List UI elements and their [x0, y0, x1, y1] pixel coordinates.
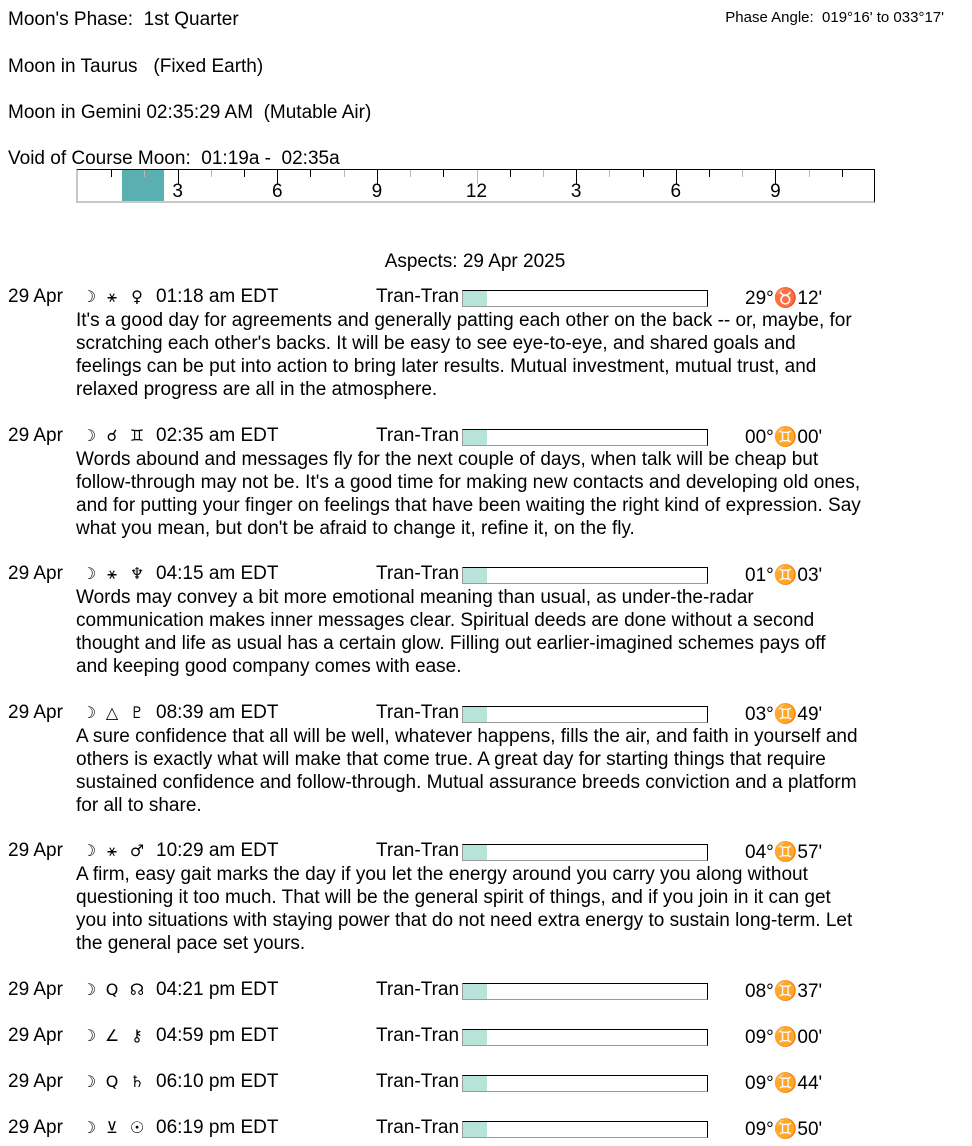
- strength-bar: [462, 706, 708, 723]
- aspect-time: 01:18 am EDT: [156, 286, 279, 307]
- strength-bar-fill: [463, 1030, 487, 1045]
- planet-glyph-icon: ☊: [129, 979, 145, 999]
- strength-bar-fill: [463, 845, 487, 860]
- aspect-position: 00°♊00': [745, 426, 823, 448]
- aspect-date: 29 Apr: [8, 424, 63, 446]
- aspect-position: 04°♊57': [745, 842, 823, 863]
- planet-glyph-icon: ⚷: [131, 1025, 143, 1045]
- moon-glyph-icon: ☽: [81, 1025, 97, 1045]
- moon-glyph-icon: ☽: [81, 1117, 97, 1137]
- aspect-description: [76, 863, 956, 955]
- aspect-description: [76, 309, 956, 401]
- strength-bar: [462, 1121, 708, 1138]
- aspect-date: 29 Apr: [8, 840, 63, 861]
- timeline-hour-label: 3: [172, 181, 183, 202]
- aspect-position: 09°♊44': [745, 1072, 823, 1094]
- strength-bar: [462, 290, 708, 307]
- aspect-header: [8, 286, 459, 308]
- strength-bar-fill: [463, 707, 487, 722]
- aspect-description: [76, 725, 956, 817]
- aspect-header: [8, 563, 459, 585]
- timeline-tick: [643, 170, 644, 177]
- aspect-time: 04:59 pm EDT: [156, 1024, 279, 1046]
- description-line: A firm, easy gait marks the day if you let the energy around you carry you along without: [76, 864, 808, 885]
- aspect-header: [8, 425, 459, 447]
- timeline-tick: [211, 170, 212, 177]
- description-line: sustained confidence and follow-through. Mutual assurance breeds conviction and a platform: [76, 771, 857, 793]
- timeline-hour-label: 6: [271, 181, 283, 202]
- void-of-course: Void of Course Moon: 01:19a - 02:35a: [8, 148, 340, 169]
- timeline-tick: [543, 170, 544, 177]
- moon-sign: Moon in Taurus (Fixed Earth): [8, 56, 264, 77]
- moon-glyph-icon: ☽: [81, 564, 97, 583]
- aspect-date: 29 Apr: [8, 286, 63, 307]
- moon-glyph-icon: ☽: [81, 979, 97, 999]
- description-line: for all to share.: [76, 794, 202, 816]
- aspect-glyph-icon: ⚹: [107, 564, 117, 583]
- aspect-glyph-icon: ∠: [104, 1025, 120, 1045]
- moon-glyph-icon: ☽: [81, 425, 97, 445]
- aspect-description: [76, 448, 956, 540]
- aspect-glyph-icon: ⚹: [107, 841, 117, 860]
- strength-bar: [462, 844, 708, 861]
- aspect-type: Tran-Tran: [376, 286, 460, 307]
- moon-ingress: Moon in Gemini 02:35:29 AM (Mutable Air): [8, 102, 372, 123]
- moon-glyph-icon: ☽: [81, 841, 97, 860]
- planet-glyph-icon: ♄: [129, 1071, 145, 1091]
- planet-glyph-icon: ♆: [129, 564, 145, 583]
- aspect-type: Tran-Tran: [376, 1070, 460, 1092]
- strength-bar-fill: [463, 291, 487, 306]
- planet-glyph-icon: ♀: [131, 287, 143, 306]
- description-line: what you mean, but don't be afraid to change it, refine it, on the fly.: [76, 517, 635, 539]
- strength-bar: [462, 567, 708, 584]
- aspect-header: [8, 1071, 459, 1093]
- strength-bar-fill: [463, 1122, 487, 1137]
- strength-bar: [462, 429, 708, 446]
- timeline-tick: [709, 170, 710, 177]
- timeline-tick: [144, 170, 145, 177]
- aspect-position: 09°♊50': [745, 1118, 823, 1140]
- aspect-date: 29 Apr: [8, 1024, 63, 1046]
- planet-glyph-icon: ☉: [129, 1117, 145, 1137]
- timeline-tick: [742, 170, 743, 177]
- aspect-type: Tran-Tran: [376, 701, 460, 723]
- strength-bar: [462, 1075, 708, 1092]
- aspect-header: [8, 979, 459, 1001]
- aspect-header: [8, 1117, 459, 1139]
- phase-angle: Phase Angle: 019°16' to 033°17': [725, 9, 944, 26]
- aspect-glyph-icon: Q: [105, 979, 119, 999]
- aspect-position: 08°♊37': [745, 980, 823, 1002]
- aspect-date: 29 Apr: [8, 978, 63, 1000]
- aspect-time: 02:35 am EDT: [156, 424, 279, 446]
- aspect-date: 29 Apr: [8, 1070, 63, 1092]
- aspect-position: 03°♊49': [745, 703, 823, 725]
- timeline-hour-label: 3: [570, 181, 582, 202]
- strength-bar: [462, 983, 708, 1000]
- timeline-hour-label: 9: [371, 181, 383, 202]
- description-line: questioning it too much. That will be the general spirit of things, and if you join in it can get: [76, 887, 831, 908]
- void-of-course-block: [122, 170, 164, 201]
- aspect-header: [8, 1025, 459, 1047]
- timeline-tick: [510, 170, 511, 177]
- description-line: scratching each other's backs. It will be easy to see eye-to-eye, and shared goals and: [76, 333, 796, 354]
- moon-glyph-icon: ☽: [81, 702, 97, 722]
- aspect-time: 06:19 pm EDT: [156, 1116, 279, 1138]
- aspect-type: Tran-Tran: [376, 1024, 460, 1046]
- aspect-header: [8, 840, 459, 862]
- aspect-time: 06:10 pm EDT: [156, 1070, 279, 1092]
- moon-phase: Moon's Phase: 1st Quarter: [8, 9, 239, 30]
- strength-bar-fill: [463, 984, 487, 999]
- timeline-tick: [443, 170, 444, 177]
- description-line: the general pace set yours.: [76, 933, 306, 954]
- aspect-time: 04:15 am EDT: [156, 563, 279, 584]
- timeline-hour-label: 12: [465, 181, 488, 202]
- timeline-hour-label: 6: [670, 181, 682, 202]
- description-line: you into situations with staying power that do not need extra energy to sustain long-term. Let: [76, 910, 853, 931]
- aspect-glyph-icon: ⚹: [107, 287, 117, 306]
- aspect-position: 01°♊03': [745, 565, 823, 586]
- planet-glyph-icon: ♊: [129, 425, 145, 445]
- description-line: and for putting your finger on feelings that have been waiting the right kind of expression. Say: [76, 494, 861, 516]
- aspect-description: [76, 586, 956, 678]
- timeline-tick: [609, 170, 610, 177]
- description-line: relaxed progress are all in the atmosphere.: [76, 379, 438, 400]
- aspect-time: 10:29 am EDT: [156, 840, 279, 861]
- aspect-date: 29 Apr: [8, 563, 63, 584]
- description-line: others is exactly what will make that come true. A great day for starting things that require: [76, 748, 826, 770]
- timeline-hour-label: 9: [770, 181, 781, 202]
- description-line: thought and life as usual has a certain glow. Filling out earlier-imagined schemes pays off: [76, 633, 826, 654]
- description-line: A sure confidence that all will be well, whatever happens, fills the air, and faith in yourself and: [76, 725, 858, 747]
- planet-glyph-icon: ♇: [129, 702, 145, 722]
- moon-glyph-icon: ☽: [81, 287, 97, 306]
- timeline-tick: [244, 170, 245, 177]
- timeline-tick: [809, 170, 810, 177]
- timeline-tick: [344, 170, 345, 177]
- strength-bar-fill: [463, 1076, 487, 1091]
- aspect-glyph-icon: Q: [105, 1071, 119, 1091]
- aspect-header: [8, 702, 459, 724]
- description-line: communication makes inner messages clear. Spiritual deeds are done without a second: [76, 610, 815, 631]
- aspect-type: Tran-Tran: [376, 1116, 460, 1138]
- timeline-tick: [410, 170, 411, 177]
- strength-bar-fill: [463, 430, 487, 445]
- description-line: feelings can be put into action to bring later results. Mutual investment, mutual trust, and: [76, 356, 817, 377]
- timeline-tick: [310, 170, 311, 177]
- aspect-position: 29°♉12': [745, 288, 823, 309]
- aspect-glyph-icon: ☌: [106, 425, 118, 445]
- planet-glyph-icon: ♂: [129, 841, 145, 860]
- aspects-title: Aspects: 29 Apr 2025: [384, 251, 566, 272]
- timeline-tick: [842, 170, 843, 177]
- description-line: Words may convey a bit more emotional meaning than usual, as under-the-radar: [76, 587, 754, 608]
- aspect-date: 29 Apr: [8, 1116, 63, 1138]
- description-line: Words abound and messages fly for the next couple of days, when talk will be cheap but: [76, 448, 819, 470]
- description-line: and keeping good company comes with ease.: [76, 656, 462, 677]
- aspect-time: 04:21 pm EDT: [156, 978, 279, 1000]
- aspect-time: 08:39 am EDT: [156, 701, 279, 723]
- aspect-glyph-icon: ⊻: [106, 1117, 118, 1137]
- timeline-tick: [111, 170, 112, 177]
- description-line: follow-through may not be. It's a good time for making new contacts and developing old ones,: [76, 471, 861, 493]
- aspect-position: 09°♊00': [745, 1026, 823, 1048]
- strength-bar-fill: [463, 568, 487, 583]
- aspect-type: Tran-Tran: [376, 563, 460, 584]
- aspect-glyph-icon: △: [105, 702, 119, 722]
- aspect-date: 29 Apr: [8, 701, 63, 723]
- aspect-type: Tran-Tran: [376, 840, 460, 861]
- day-timeline: [76, 169, 875, 203]
- description-line: It's a good day for agreements and generally patting each other on the back -- or, maybe, for: [76, 310, 852, 331]
- aspect-type: Tran-Tran: [376, 978, 460, 1000]
- moon-glyph-icon: ☽: [81, 1071, 97, 1091]
- aspect-type: Tran-Tran: [376, 424, 460, 446]
- strength-bar: [462, 1029, 708, 1046]
